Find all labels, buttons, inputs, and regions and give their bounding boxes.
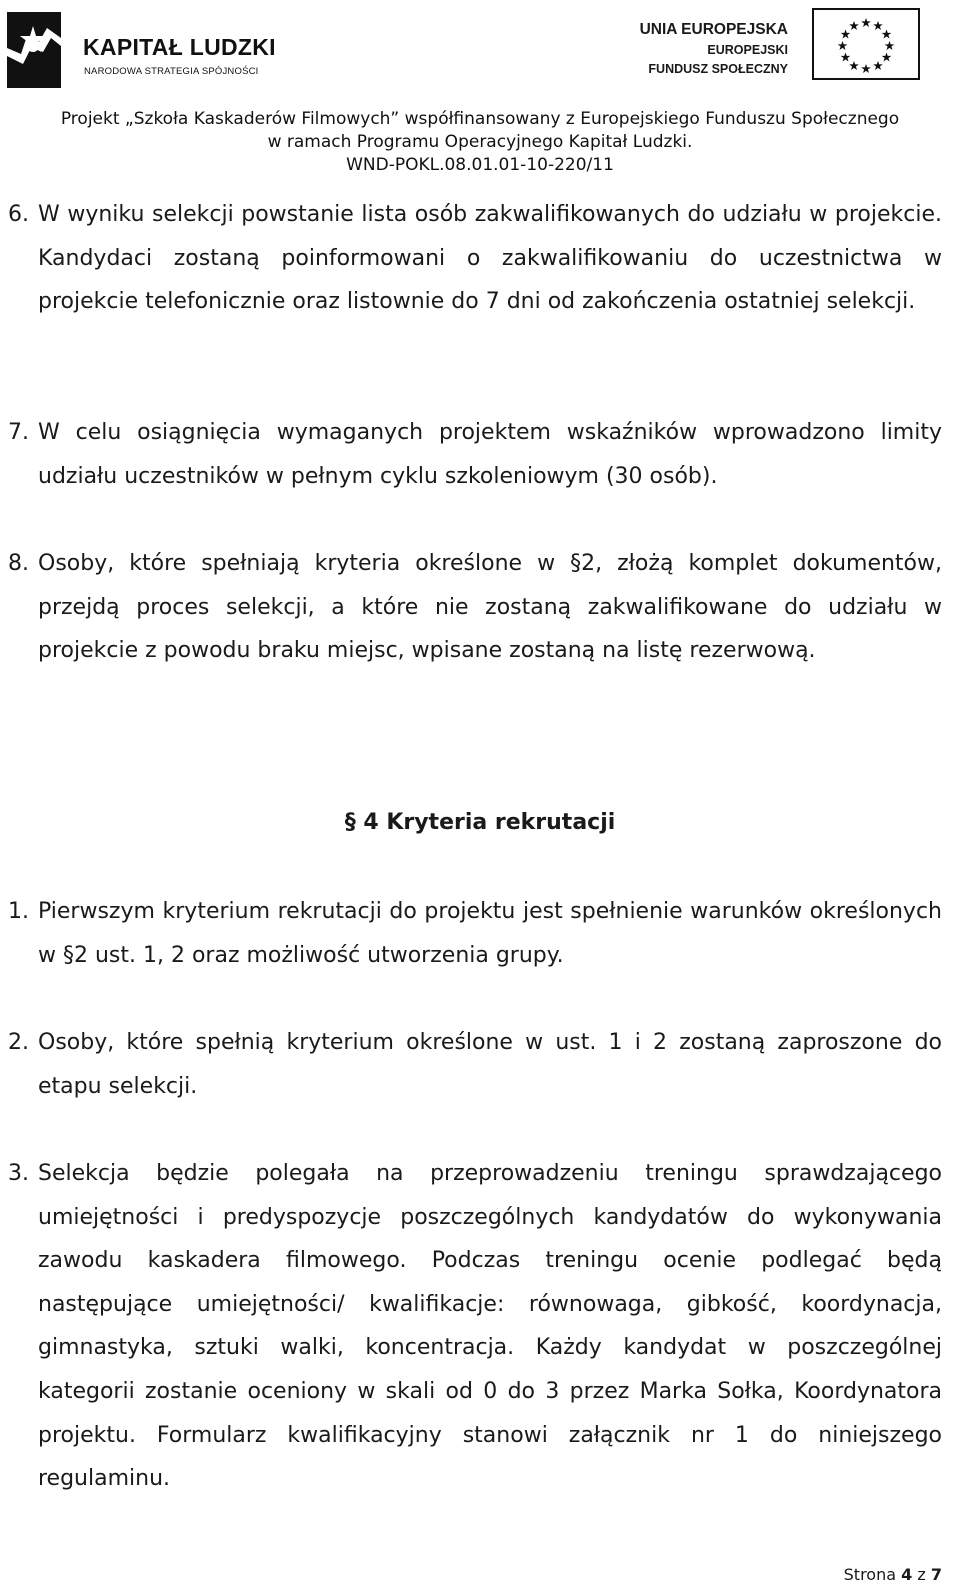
item-text: W wyniku selekcji powstanie lista osób zakwalifikowanych do udziału w projekcie. Kandydaci zostaną poinformowani o zakwalifikowaniu do uczestnictwa w projekcie telefonicznie oraz listownie do 7 dni od zakończenia ostatniej selekcji. <box>38 202 942 315</box>
list-item <box>8 1021 942 1108</box>
kapital-ludzki-emblem-icon <box>3 8 75 92</box>
page-number <box>844 1565 942 1584</box>
list-item <box>8 193 942 324</box>
eu-logo <box>639 8 932 92</box>
item-number: 1. <box>8 899 29 924</box>
of-word: z <box>917 1565 926 1584</box>
item-number: 2. <box>8 1030 29 1055</box>
eu-logo-line3: FUNDUSZ SPOŁECZNY <box>648 62 788 76</box>
header-line-2: w ramach Programu Operacyjnego Kapitał Ludzki. <box>267 132 693 152</box>
total-pages: 7 <box>930 1565 942 1584</box>
header-line-3: WND-POKL.08.01.01-10-220/11 <box>346 155 614 175</box>
project-header <box>0 108 960 177</box>
left-logo-subtitle: NARODOWA STRATEGIA SPÓJNOŚCI <box>84 66 259 77</box>
eu-logo-line2: EUROPEJSKI <box>707 43 788 57</box>
eu-logo-line1: UNIA EUROPEJSKA <box>639 21 788 38</box>
item-number: 3. <box>8 1161 29 1186</box>
list-item <box>8 890 942 977</box>
item-text: Selekcja będzie polegała na przeprowadzeniu treningu sprawdzającego umiejętności i predyspozycje poszczególnych kandydatów do wykonywania zawodu kaskadera filmowego. Podczas treningu ocenie podlegać będą następujące umiejętności/ kwalifikacje: równowaga, gibkość, koordynacja, gimnastyka, sztuki walki, koncentracja. Każdy kandydat w poszczególnej kategorii zostanie oceniony w skali od 0 do 3 przez Marka Sołka, Koordynatora projektu. Formularz kwalifikacyjny stanowi załącznik nr 1 do niniejszego regulaminu. <box>38 1161 942 1492</box>
list-item <box>8 542 942 673</box>
item-text: Pierwszym kryterium rekrutacji do projektu jest spełnienie warunków określonych w §2 ust. 1, 2 oraz możliwość utworzenia grupy. <box>38 899 942 968</box>
left-logo-title: KAPITAŁ LUDZKI <box>83 34 276 60</box>
current-page: 4 <box>901 1565 913 1584</box>
item-text: Osoby, które spełniają kryteria określone w §2, złożą komplet dokumentów, przejdą proces selekcji, a które nie zostaną zakwalifikowane do udziału w projekcie z powodu braku miejsc, wpisane zostaną na listę rezerwową. <box>38 551 942 664</box>
list-item <box>8 411 942 498</box>
item-text: Osoby, które spełnią kryterium określone w ust. 1 i 2 zostaną zaproszone do etapu selekcji. <box>38 1030 942 1099</box>
eu-flag-icon <box>812 8 920 80</box>
item-text: W celu osiągnięcia wymaganych projektem wskaźników wprowadzono limity udziału uczestników w pełnym cyklu szkoleniowym (30 osób). <box>38 420 942 489</box>
header-line-1: Projekt „Szkoła Kaskaderów Filmowych” współfinansowany z Europejskiego Funduszu Społecznego <box>60 109 900 129</box>
item-number: 7. <box>8 420 29 445</box>
item-number: 8. <box>8 551 29 576</box>
page-word: Strona <box>843 1565 897 1584</box>
kapital-ludzki-logo <box>3 8 293 92</box>
item-number: 6. <box>8 202 29 227</box>
section-title: § 4 Kryteria rekrutacji <box>344 810 616 835</box>
list-item <box>8 1152 942 1501</box>
